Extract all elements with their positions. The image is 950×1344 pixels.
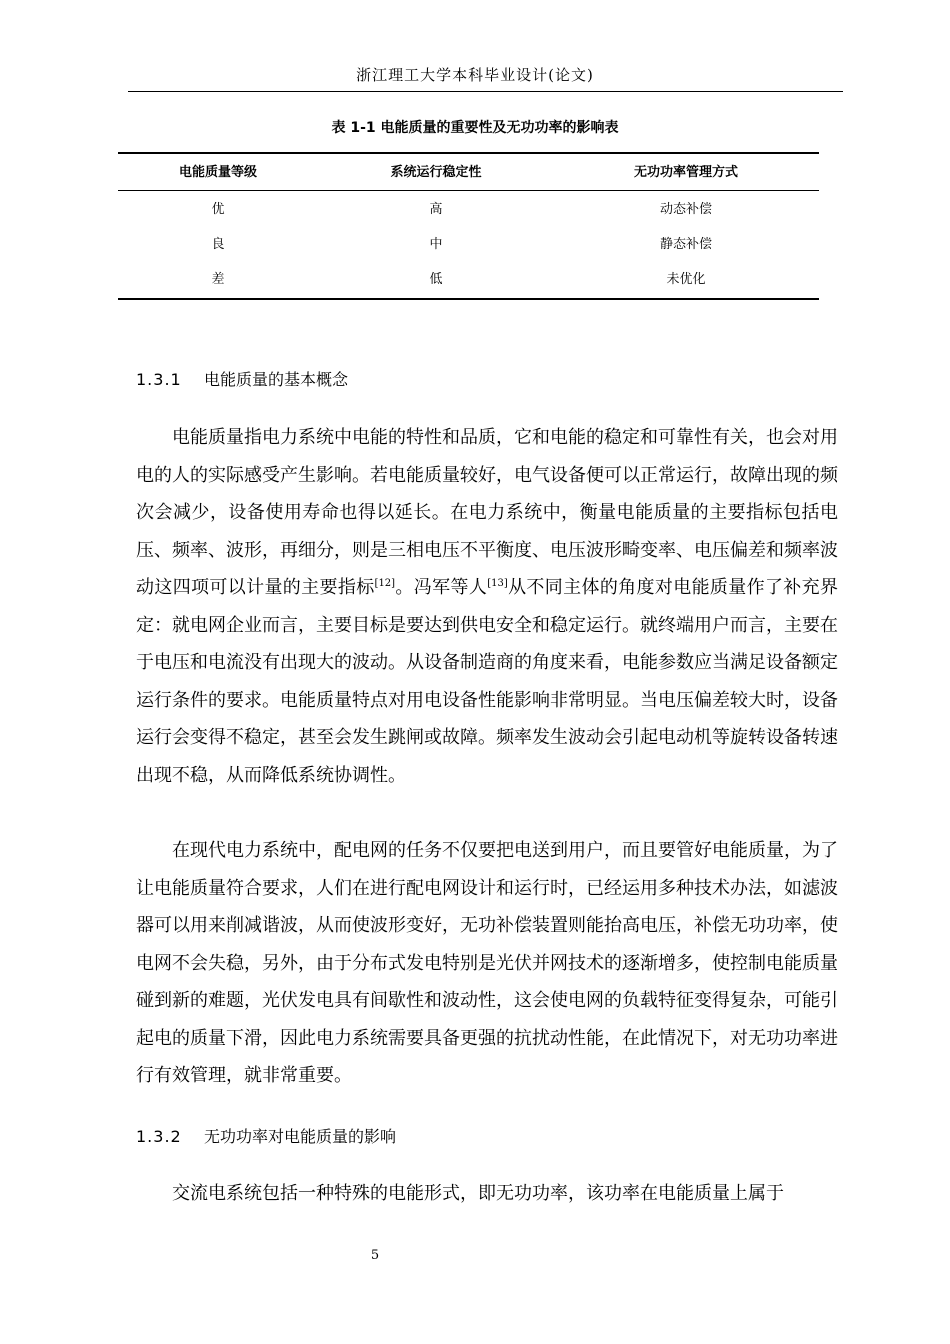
page-header-title: 浙江理工大学本科毕业设计(论文) [356, 66, 594, 84]
page-number: 5 [370, 1248, 380, 1263]
section-title: 无功功率对电能质量的影响 [204, 1127, 397, 1146]
table-cell: 静态补偿 [659, 237, 712, 252]
table-header-cell: 系统运行稳定性 [390, 165, 482, 180]
table-header-rule [118, 190, 819, 191]
table-cell: 优 [211, 202, 225, 217]
paragraph-text: 。冯军等人 [395, 577, 488, 598]
table-cell: 差 [211, 272, 225, 287]
table-bottom-rule [118, 298, 819, 300]
body-paragraph [136, 419, 838, 794]
table-cell: 中 [429, 237, 443, 252]
table-header-cell: 电能质量等级 [178, 165, 257, 180]
citation-ref: [13] [487, 578, 508, 589]
section-number: 1.3.1 [136, 370, 182, 389]
table-header-cell: 无功功率管理方式 [633, 165, 738, 180]
table-cell: 未优化 [666, 272, 706, 287]
header-rule [128, 91, 843, 92]
section-title: 电能质量的基本概念 [204, 370, 349, 389]
table-cell: 低 [429, 272, 443, 287]
body-paragraph: 交流电系统包括一种特殊的电能形式，即无功功率，该功率在电能质量上属于 [172, 1183, 784, 1204]
paragraph-text: 电能质量指电力系统中电能的特性和品质，它和电能的稳定和可靠性有关，也会对用电的人的实际感受产生影响。若电能质量较好，电气设备便可以正常运行，故障出现的频次会减少，设备使用寿命也得以延长。在电力系统中，衡量电能质量的主要指标包括电压、频率、波形，再细分，则是三相电压不平衡度、电压波形畸变率、电压偏差和频率波动这四项可以计量的主要指标 [136, 427, 838, 598]
paragraph-text: 从不同主体的角度对电能质量作了补充界定：就电网企业而言，主要目标是要达到供电安全和稳定运行。就终端用户而言，主要在于电压和电流没有出现大的波动。从设备制造商的角度来看，电能参数应当满足设备额定运行条件的要求。电能质量特点对用电设备性能影响非常明显。当电压偏差较大时，设备运行会变得不稳定，甚至会发生跳闸或故障。频率发生波动会引起电动机等旋转设备转速出现不稳，从而降低系统协调性。 [136, 577, 839, 786]
citation-ref: [12] [374, 578, 396, 589]
section-number: 1.3.2 [136, 1127, 182, 1146]
table-cell: 动态补偿 [659, 202, 712, 217]
section-heading-1-3-2 [136, 1124, 396, 1147]
table-caption: 表 1-1 电能质量的重要性及无功功率的影响表 [331, 120, 619, 136]
table-top-rule [118, 152, 819, 154]
section-heading-1-3-1 [136, 367, 348, 390]
table-cell: 良 [211, 237, 225, 252]
body-paragraph: 在现代电力系统中，配电网的任务不仅要把电送到用户，而且要管好电能质量，为了让电能质量符合要求，人们在进行配电网设计和运行时，已经运用多种技术办法，如滤波器可以用来削减谐波，从而使波形变好，无功补偿装置则能抬高电压，补偿无功功率，使电网不会失稳，另外，由于分布式发电特别是光伏并网技术的逐渐增多，使控制电能质量碰到新的难题，光伏发电具有间歇性和波动性，这会使电网的负载特征变得复杂，可能引起电的质量下滑，因此电力系统需要具备更强的抗扰动性能，在此情况下，对无功功率进行有效管理，就非常重要。 [136, 840, 838, 1086]
table-cell: 高 [429, 202, 443, 217]
